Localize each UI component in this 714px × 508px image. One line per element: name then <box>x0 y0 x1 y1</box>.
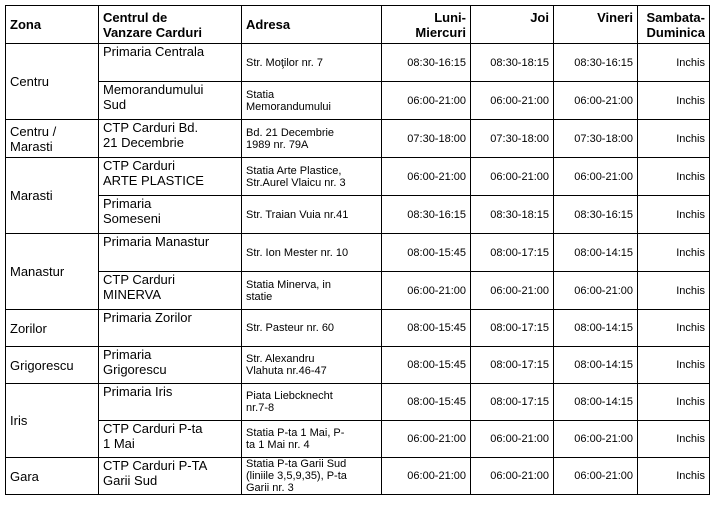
header-joi: Joi <box>471 6 554 44</box>
hours-vineri: 08:30-16:15 <box>554 196 638 234</box>
hours-luni-miercuri: 06:00-21:00 <box>382 272 471 310</box>
table-row <box>6 384 710 421</box>
hours-vineri: 06:00-21:00 <box>554 421 638 458</box>
header-row <box>6 6 710 44</box>
zone-cell: Zorilor <box>6 310 99 347</box>
header-luni-miercuri: Luni- Miercuri <box>382 6 471 44</box>
header-sambata-duminica: Sambata- Duminica <box>638 6 710 44</box>
hours-luni-miercuri: 07:30-18:00 <box>382 120 471 158</box>
center-cell: CTP Carduri MINERVA <box>99 272 242 310</box>
center-cell: CTP Carduri Bd. 21 Decembrie <box>99 120 242 158</box>
hours-vineri: 06:00-21:00 <box>554 158 638 196</box>
hours-vineri: 06:00-21:00 <box>554 272 638 310</box>
hours-vineri: 08:00-14:15 <box>554 234 638 272</box>
hours-joi: 08:00-17:15 <box>471 347 554 384</box>
hours-sambata-duminica: Inchis <box>638 347 710 384</box>
center-cell: CTP Carduri ARTE PLASTICE <box>99 158 242 196</box>
address-cell: Str. Traian Vuia nr.41 <box>242 196 382 234</box>
hours-sambata-duminica: Inchis <box>638 158 710 196</box>
hours-vineri: 08:00-14:15 <box>554 347 638 384</box>
zone-cell: Marasti <box>6 158 99 234</box>
hours-luni-miercuri: 06:00-21:00 <box>382 82 471 120</box>
center-cell: Primaria Manastur <box>99 234 242 272</box>
address-cell: Str. Pasteur nr. 60 <box>242 310 382 347</box>
hours-joi: 08:30-18:15 <box>471 196 554 234</box>
hours-sambata-duminica: Inchis <box>638 196 710 234</box>
hours-luni-miercuri: 08:00-15:45 <box>382 347 471 384</box>
zone-cell: Gara <box>6 458 99 495</box>
table-row <box>6 82 710 120</box>
address-cell: Statia Arte Plastice, Str.Aurel Vlaicu nr. 3 <box>242 158 382 196</box>
hours-sambata-duminica: Inchis <box>638 421 710 458</box>
table-row <box>6 458 710 495</box>
hours-luni-miercuri: 08:30-16:15 <box>382 44 471 82</box>
table-row <box>6 196 710 234</box>
table-row <box>6 272 710 310</box>
hours-vineri: 06:00-21:00 <box>554 458 638 495</box>
zone-cell: Centru / Marasti <box>6 120 99 158</box>
address-cell: Str. Moţilor nr. 7 <box>242 44 382 82</box>
hours-joi: 06:00-21:00 <box>471 458 554 495</box>
hours-luni-miercuri: 08:30-16:15 <box>382 196 471 234</box>
hours-vineri: 08:30-16:15 <box>554 44 638 82</box>
table-row <box>6 234 710 272</box>
zone-cell: Centru <box>6 44 99 120</box>
address-cell: Statia P-ta 1 Mai, P- ta 1 Mai nr. 4 <box>242 421 382 458</box>
hours-luni-miercuri: 06:00-21:00 <box>382 158 471 196</box>
address-cell: Str. Ion Mester nr. 10 <box>242 234 382 272</box>
hours-joi: 06:00-21:00 <box>471 421 554 458</box>
hours-sambata-duminica: Inchis <box>638 310 710 347</box>
hours-joi: 06:00-21:00 <box>471 272 554 310</box>
address-cell: Str. Alexandru Vlahuta nr.46-47 <box>242 347 382 384</box>
table-row <box>6 120 710 158</box>
hours-sambata-duminica: Inchis <box>638 44 710 82</box>
center-cell: Primaria Centrala <box>99 44 242 82</box>
hours-sambata-duminica: Inchis <box>638 458 710 495</box>
hours-sambata-duminica: Inchis <box>638 120 710 158</box>
center-cell: CTP Carduri P-ta 1 Mai <box>99 421 242 458</box>
hours-joi: 06:00-21:00 <box>471 82 554 120</box>
table-row <box>6 310 710 347</box>
header-adresa: Adresa <box>242 6 382 44</box>
hours-luni-miercuri: 08:00-15:45 <box>382 384 471 421</box>
header-zona: Zona <box>6 6 99 44</box>
hours-joi: 08:30-18:15 <box>471 44 554 82</box>
center-cell: Primaria Someseni <box>99 196 242 234</box>
table-row <box>6 421 710 458</box>
address-cell: Statia Memorandumului <box>242 82 382 120</box>
center-cell: CTP Carduri P-TA Garii Sud <box>99 458 242 495</box>
hours-joi: 08:00-17:15 <box>471 310 554 347</box>
header-centru: Centrul de Vanzare Carduri <box>99 6 242 44</box>
hours-sambata-duminica: Inchis <box>638 82 710 120</box>
table-row <box>6 347 710 384</box>
hours-joi: 08:00-17:15 <box>471 384 554 421</box>
address-cell: Bd. 21 Decembrie 1989 nr. 79A <box>242 120 382 158</box>
hours-vineri: 08:00-14:15 <box>554 384 638 421</box>
hours-luni-miercuri: 08:00-15:45 <box>382 310 471 347</box>
hours-luni-miercuri: 06:00-21:00 <box>382 458 471 495</box>
schedule-table <box>5 5 710 495</box>
hours-vineri: 07:30-18:00 <box>554 120 638 158</box>
hours-joi: 07:30-18:00 <box>471 120 554 158</box>
address-cell: Statia Minerva, in statie <box>242 272 382 310</box>
zone-cell: Iris <box>6 384 99 458</box>
table-row <box>6 158 710 196</box>
hours-vineri: 08:00-14:15 <box>554 310 638 347</box>
table-row <box>6 44 710 82</box>
hours-sambata-duminica: Inchis <box>638 384 710 421</box>
address-cell: Statia P-ta Garii Sud (liniile 3,5,9,35), P-ta Garii nr. 3 <box>242 458 382 495</box>
hours-luni-miercuri: 06:00-21:00 <box>382 421 471 458</box>
hours-sambata-duminica: Inchis <box>638 272 710 310</box>
center-cell: Memorandumului Sud <box>99 82 242 120</box>
center-cell: Primaria Zorilor <box>99 310 242 347</box>
address-cell: Piata Liebcknecht nr.7-8 <box>242 384 382 421</box>
hours-vineri: 06:00-21:00 <box>554 82 638 120</box>
zone-cell: Grigorescu <box>6 347 99 384</box>
hours-luni-miercuri: 08:00-15:45 <box>382 234 471 272</box>
hours-sambata-duminica: Inchis <box>638 234 710 272</box>
hours-joi: 06:00-21:00 <box>471 158 554 196</box>
zone-cell: Manastur <box>6 234 99 310</box>
hours-joi: 08:00-17:15 <box>471 234 554 272</box>
header-vineri: Vineri <box>554 6 638 44</box>
center-cell: Primaria Iris <box>99 384 242 421</box>
center-cell: Primaria Grigorescu <box>99 347 242 384</box>
